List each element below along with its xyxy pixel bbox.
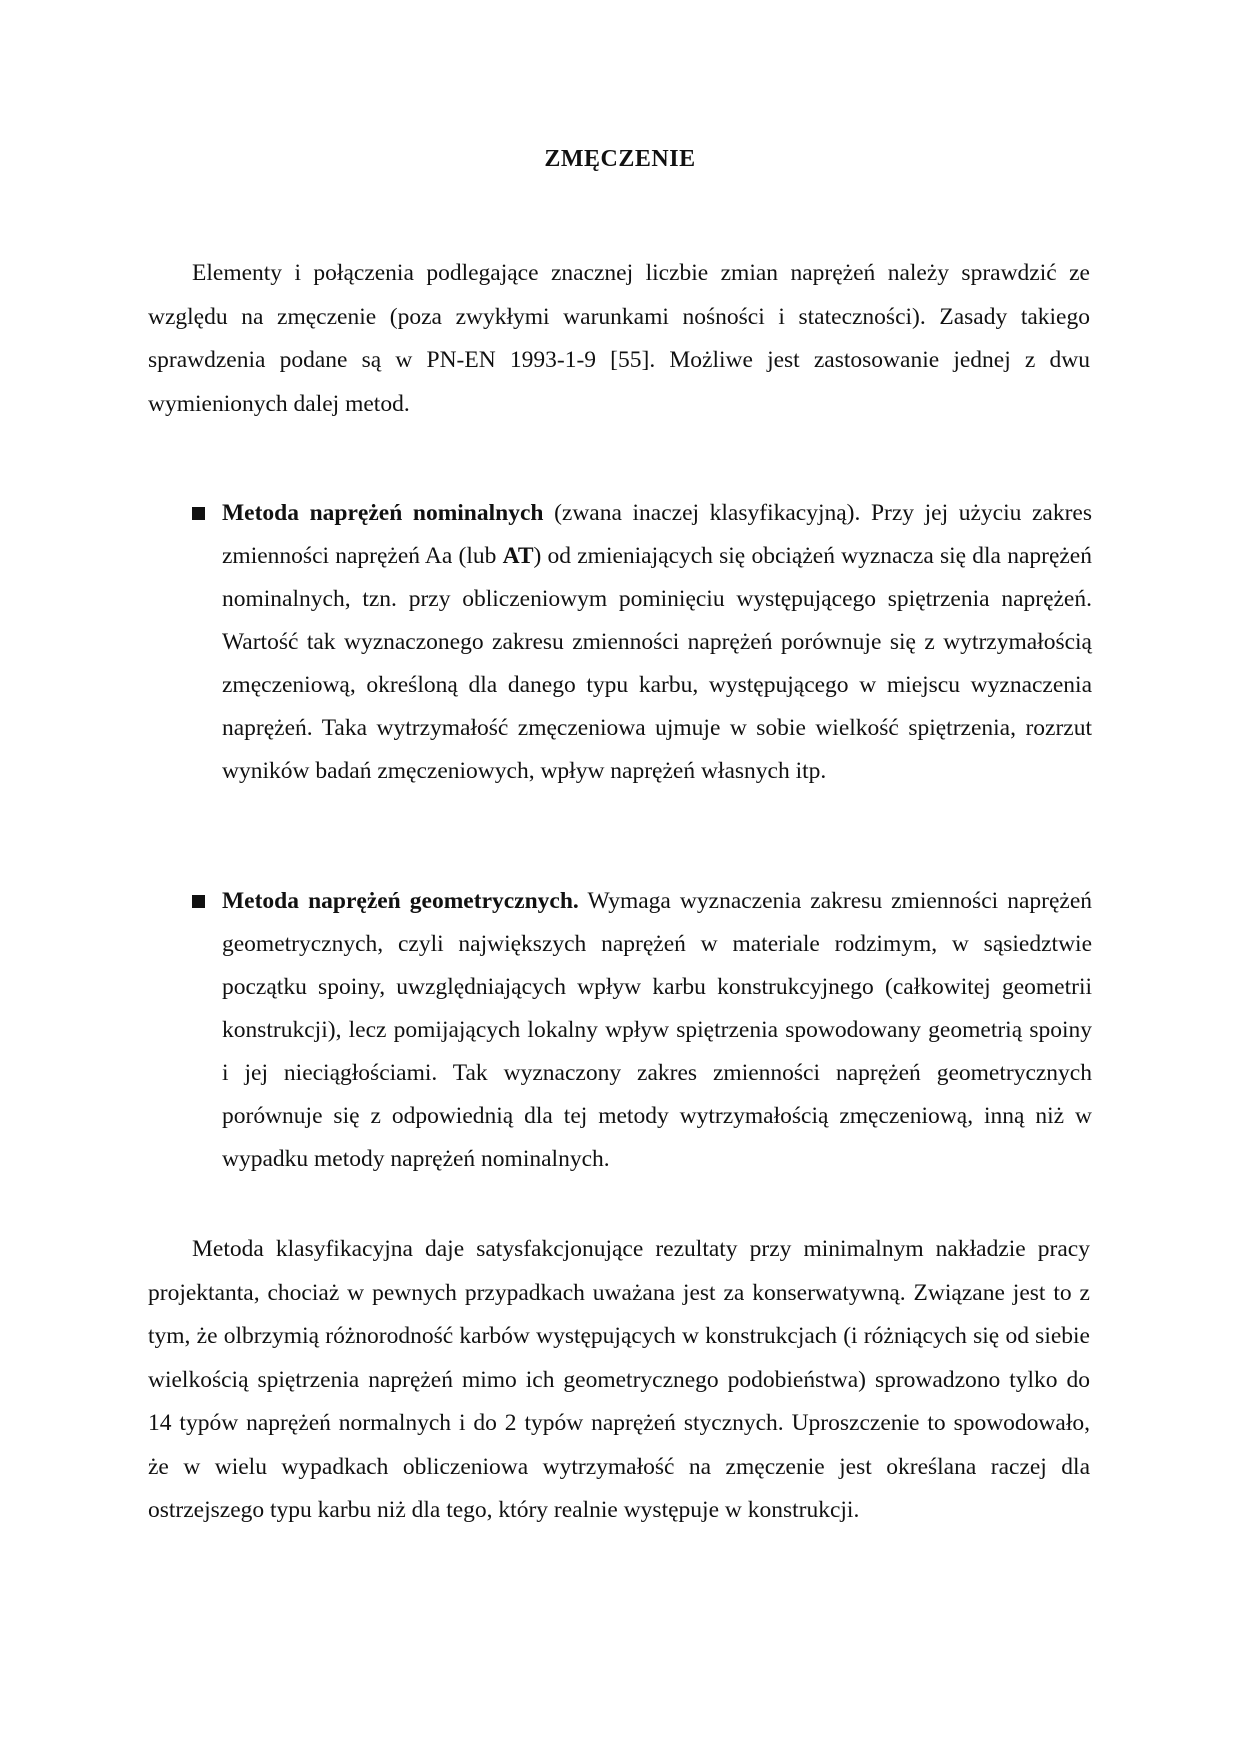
method-nominal-text-a: (zwana inaczej klasyfikacyjną). Przy jej użyciu zakres zmienności naprężeń Aa (lub	[222, 500, 1092, 569]
intro-text: Elementy i połączenia podlegające znacznej liczbie zmian naprężeń należy sprawdzić ze względu na zmęczenie (poza zwykłymi warunkami nośności i stateczności). Zasady takiego sprawdzenia podane są w PN-EN 1993-1-9 [55]. Możliwe jest zastosowanie jednej z dwu wymienionych dalej metod.	[148, 260, 1090, 417]
method-geometric-heading: Metoda naprężeń geometrycznych.	[222, 888, 579, 914]
conclusion-paragraph	[148, 1228, 1090, 1533]
intro-paragraph	[148, 252, 1090, 426]
method-nominal-heading: Metoda naprężeń nominalnych	[222, 500, 544, 526]
square-bullet-icon	[192, 507, 205, 520]
method-nominal-text-b: ) od zmieniających się obciążeń wyznacza się dla naprężeń nominalnych, tzn. przy obliczeniowym pominięciu występującego spiętrzenia naprężeń. Wartość tak wyznaczonego zakresu zmienności naprężeń porównuje się z wytrzymałością zmęczeniową, określoną dla danego typu karbu, występującego w miejscu wyznaczenia naprężeń. Taka wytrzymałość zmęczeniowa ujmuje w sobie wielkość spiętrzenia, rozrzut wyników badań zmęczeniowych, wpływ naprężeń własnych itp.	[222, 543, 1092, 784]
conclusion-text: Metoda klasyfikacyjna daje satysfakcjonujące rezultaty przy minimalnym nakładzie pracy projektanta, chociaż w pewnych przypadkach uważana jest za konserwatywną. Związane jest to z tym, że olbrzymią różnorodność karbów występujących w konstrukcjach (i różniących się od siebie wielkością spiętrzenia naprężeń mimo ich geometrycznego podobieństwa) sprowadzono tylko do 14 typów naprężeń normalnych i do 2 typów naprężeń stycznych. Uproszczenie to spowodowało, że w wielu wypadkach obliczeniowa wytrzymałość na zmęczenie jest określana raczej dla ostrzejszego typu karbu niż dla tego, który realnie występuje w konstrukcji.	[148, 1236, 1090, 1523]
method-geometric-item	[222, 880, 1092, 1181]
square-bullet-icon	[192, 895, 205, 908]
method-nominal-symbol: AT	[502, 543, 534, 569]
method-nominal-item	[222, 492, 1092, 793]
page-title: ZMĘCZENIE	[544, 146, 696, 172]
method-geometric-text: Wymaga wyznaczenia zakresu zmienności naprężeń geometrycznych, czyli największych naprężeń w materiale rodzimym, w sąsiedztwie początku spoiny, uwzględniających wpływ karbu konstrukcyjnego (całkowitej geometrii konstrukcji), lecz pomijających lokalny wpływ spiętrzenia spowodowany geometrią spoiny i jej nieciągłościami. Tak wyznaczony zakres zmienności naprężeń geometrycznych porównuje się z odpowiednią dla tej metody wytrzymałością zmęczeniową, inną niż w wypadku metody naprężeń nominalnych.	[222, 888, 1093, 1172]
